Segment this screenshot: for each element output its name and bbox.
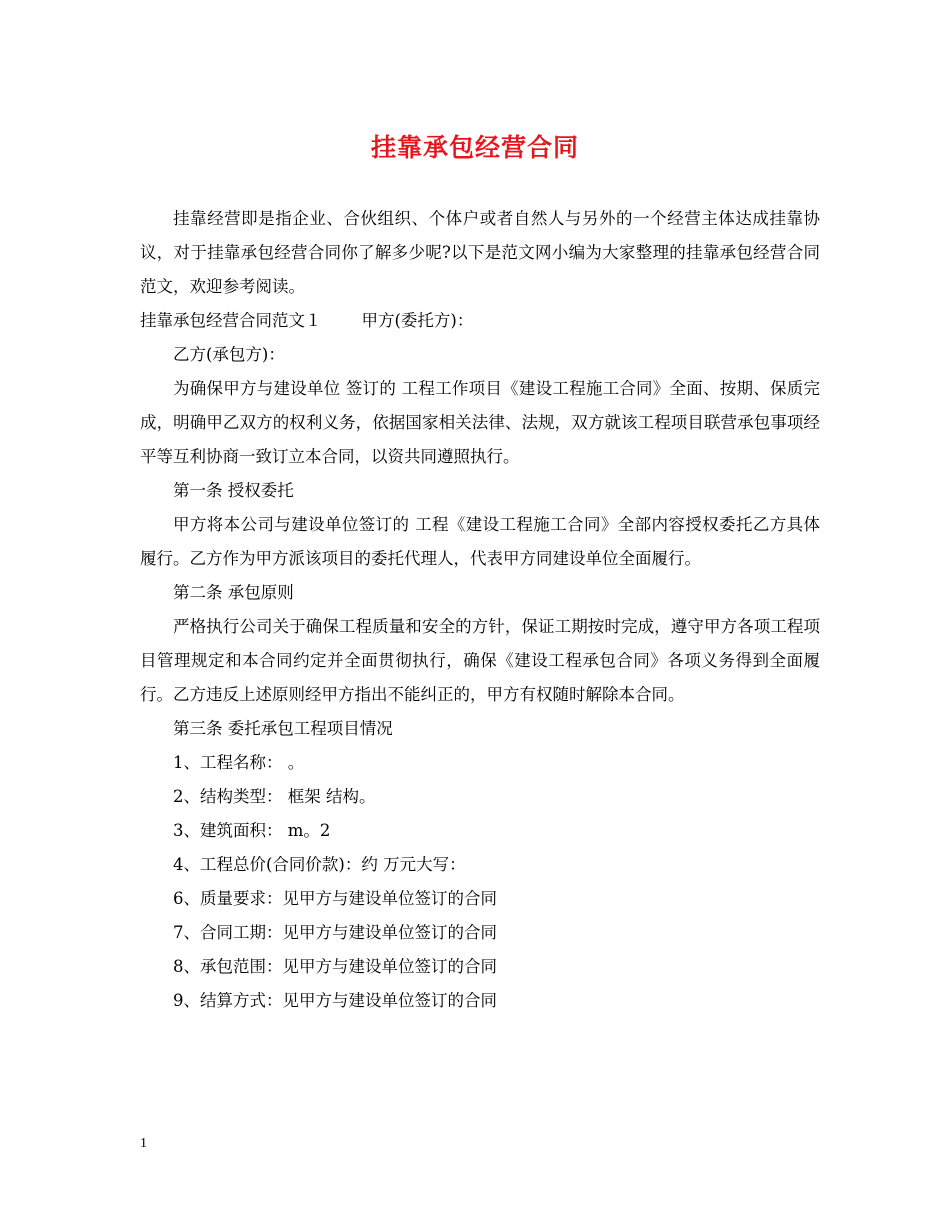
list-item: 8、承包范围：见甲方与建设单位签订的合同 xyxy=(173,957,497,976)
sample-label: 挂靠承包经营合同范文１ xyxy=(140,311,322,330)
document-title: 挂靠承包经营合同 xyxy=(370,133,579,162)
party-b-label: 乙方(承包方)： xyxy=(173,345,285,364)
list-item: 6、质量要求：见甲方与建设单位签订的合同 xyxy=(173,889,497,908)
list-item: 1、工程名称： 。 xyxy=(173,753,305,772)
list-item: 7、合同工期：见甲方与建设单位签订的合同 xyxy=(173,923,497,942)
intro-paragraph: 挂靠经营即是指企业、合伙组织、个体户或者自然人与另外的一个经营主体达成挂靠协议，对于挂靠承包经营合同你了解多少呢?以下是范文网小编为大家整理的挂靠承包经营合同范文，欢迎参考阅读。 xyxy=(140,209,820,296)
list-item: 3、建筑面积： m。2 xyxy=(173,821,331,840)
party-a-label: 甲方(委托方)： xyxy=(361,311,474,330)
document-body xyxy=(140,202,820,1018)
list-item: 4、工程总价(合同价款)：约 万元大写： xyxy=(173,855,466,874)
sample-heading-line xyxy=(140,304,820,338)
purpose-paragraph: 为确保甲方与建设单位 签订的 工程工作项目《建设工程施工合同》全面、按期、保质完成，明确甲乙双方的权利义务，依据国家相关法律、法规，双方就该工程项目联营承包事项经平等互利协商一致订立本合同，以资共同遵照执行。 xyxy=(140,379,820,466)
list-item: 9、结算方式：见甲方与建设单位签订的合同 xyxy=(173,991,497,1010)
article-1-title: 第一条 授权委托 xyxy=(173,481,294,500)
article-1-body: 甲方将本公司与建设单位签订的 工程《建设工程施工合同》全部内容授权委托乙方具体履行。乙方作为甲方派该项目的委托代理人，代表甲方同建设单位全面履行。 xyxy=(140,515,820,568)
page-number: 1 xyxy=(140,1136,147,1151)
article-2-body: 严格执行公司关于确保工程质量和安全的方针，保证工期按时完成，遵守甲方各项工程项目管理规定和本合同约定并全面贯彻执行，确保《建设工程承包合同》各项义务得到全面履行。乙方违反上述原则经甲方指出不能纠正的，甲方有权随时解除本合同。 xyxy=(140,617,820,704)
article-3-title: 第三条 委托承包工程项目情况 xyxy=(173,719,393,738)
article-2-title: 第二条 承包原则 xyxy=(173,583,294,602)
list-item: 2、结构类型： 框架 结构。 xyxy=(173,787,376,806)
